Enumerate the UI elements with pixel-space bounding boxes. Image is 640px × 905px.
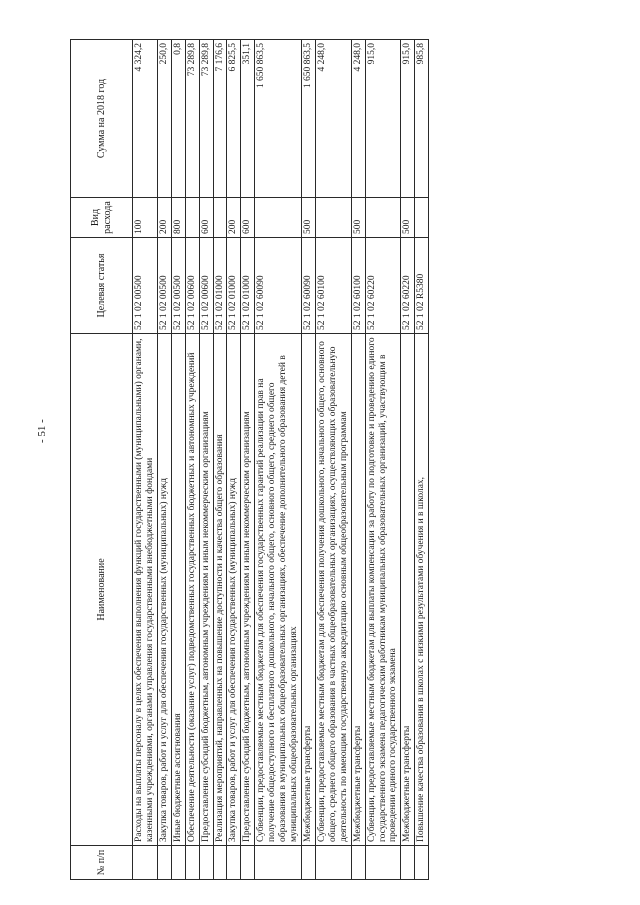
cell-num [301,846,315,880]
cell-code: 52 1 02 01000 [241,238,255,334]
cell-vid: 600 [199,198,213,238]
cell-vid [315,198,351,238]
cell-sum: 4 248,0 [351,40,365,198]
cell-num [351,846,365,880]
table-row [171,40,185,880]
table-header [71,40,133,880]
cell-vid: 500 [401,198,415,238]
table-row [415,40,429,880]
cell-sum: 4 248,0 [315,40,351,198]
cell-num [241,846,255,880]
rotated-page [70,40,590,880]
cell-vid: 200 [227,198,241,238]
cell-code: 52 1 02 00500 [133,238,158,334]
table-row [255,40,302,880]
cell-code: 52 1 02 60220 [401,238,415,334]
table-row [157,40,171,880]
cell-num [157,846,171,880]
cell-vid [365,198,401,238]
cell-sum: 1 650 863,5 [255,40,302,198]
table-row [301,40,315,880]
table-row [241,40,255,880]
table-row [401,40,415,880]
cell-code: 52 1 02 60100 [315,238,351,334]
cell-sum: 0,8 [171,40,185,198]
cell-num [133,846,158,880]
header-code: Целевая статья [71,238,133,334]
cell-vid: 500 [351,198,365,238]
cell-vid [185,198,199,238]
cell-name: Субвенции, предоставляемые местным бюджетам для обеспечения получения дошкольного, начального общего, основного общего, среднего общего образования в частных общеобразовательных организациях, осуществляющих образовательную деятельность по имеющим государственную аккредитацию основным общеобразовательным программам [315,334,351,846]
cell-num [415,846,429,880]
table-row [185,40,199,880]
cell-code: 52 1 02 R5380 [415,238,429,334]
table-row [315,40,351,880]
table-row [227,40,241,880]
cell-vid: 600 [241,198,255,238]
cell-name: Субвенции, предоставляемые местным бюджетам для выплаты компенсации за работу по подготовке и проведению единого государственного экзамена педагогическим работникам муниципальных образовательных организаций, участвующим в проведении единого государственного экзамена [365,334,401,846]
cell-code: 52 1 02 00600 [185,238,199,334]
cell-code: 52 1 02 00500 [171,238,185,334]
header-name: Наименование [71,334,133,846]
budget-table [70,39,429,880]
cell-code: 52 1 02 60100 [351,238,365,334]
cell-sum: 915,0 [401,40,415,198]
table-row [351,40,365,880]
cell-sum: 6 825,5 [227,40,241,198]
table-row [133,40,158,880]
cell-name: Предоставление субсидий бюджетным, автономным учреждениям и иным некоммерческим организациям [241,334,255,846]
cell-name: Расходы на выплаты персоналу в целях обеспечения выполнения функций государственными (муниципальными) органами, казенными учреждениями, органами управления государственными внебюджетными фондами [133,334,158,846]
cell-sum: 7 176,6 [213,40,227,198]
table-body [133,40,429,880]
cell-name: Повышение качества образования в школах с низкими результатами обучения и в школах, [415,334,429,846]
cell-sum: 1 650 863,5 [301,40,315,198]
cell-sum: 73 289,8 [199,40,213,198]
cell-num [171,846,185,880]
cell-name: Иные бюджетные ассигнования [171,334,185,846]
cell-code: 52 1 02 00500 [157,238,171,334]
page-number: - 51 - [36,419,48,443]
cell-vid [415,198,429,238]
cell-name: Предоставление субсидий бюджетным, автономным учреждениям и иным некоммерческим организациям [199,334,213,846]
header-num: № п/п [71,846,133,880]
cell-num [365,846,401,880]
cell-code: 52 1 02 60090 [255,238,302,334]
cell-num [227,846,241,880]
cell-vid: 200 [157,198,171,238]
cell-sum: 915,0 [365,40,401,198]
cell-num [315,846,351,880]
cell-name: Закупка товаров, работ и услуг для обеспечения государственных (муниципальных) нужд [157,334,171,846]
cell-vid [213,198,227,238]
cell-sum: 250,0 [157,40,171,198]
cell-num [185,846,199,880]
cell-name: Субвенции, предоставляемые местным бюджетам для обеспечения государственных гарантий реализации прав на получение общедоступного и бесплатного дошкольного, начального общего, основного общего, среднего общего образования в муниципальных общеобразовательных организациях, обеспечение дополнительного образования детей в муниципальных общеобразовательных организациях [255,334,302,846]
cell-code: 52 1 02 01000 [227,238,241,334]
cell-sum: 4 324,2 [133,40,158,198]
cell-vid: 100 [133,198,158,238]
cell-name: Межбюджетные трансферты [301,334,315,846]
cell-vid [255,198,302,238]
table-row [199,40,213,880]
cell-code: 52 1 02 60090 [301,238,315,334]
cell-code: 52 1 02 00600 [199,238,213,334]
cell-name: Межбюджетные трансферты [351,334,365,846]
cell-name: Реализация мероприятий, направленных на повышение доступности и качества общего образования [213,334,227,846]
cell-vid: 800 [171,198,185,238]
cell-code: 52 1 02 60220 [365,238,401,334]
cell-vid: 500 [301,198,315,238]
cell-num [213,846,227,880]
table-row [365,40,401,880]
cell-sum: 73 289,8 [185,40,199,198]
header-vid: Вид расхода [71,198,133,238]
cell-name: Закупка товаров, работ и услуг для обеспечения государственных (муниципальных) нужд [227,334,241,846]
cell-num [199,846,213,880]
header-sum: Сумма на 2018 год [71,40,133,198]
cell-sum: 351,1 [241,40,255,198]
table-row [213,40,227,880]
cell-num [401,846,415,880]
cell-num [255,846,302,880]
cell-name: Межбюджетные трансферты [401,334,415,846]
cell-name: Обеспечение деятельности (оказание услуг) подведомственных государственных бюджетных и автономных учреждений [185,334,199,846]
cell-sum: 985,8 [415,40,429,198]
cell-code: 52 1 02 01000 [213,238,227,334]
